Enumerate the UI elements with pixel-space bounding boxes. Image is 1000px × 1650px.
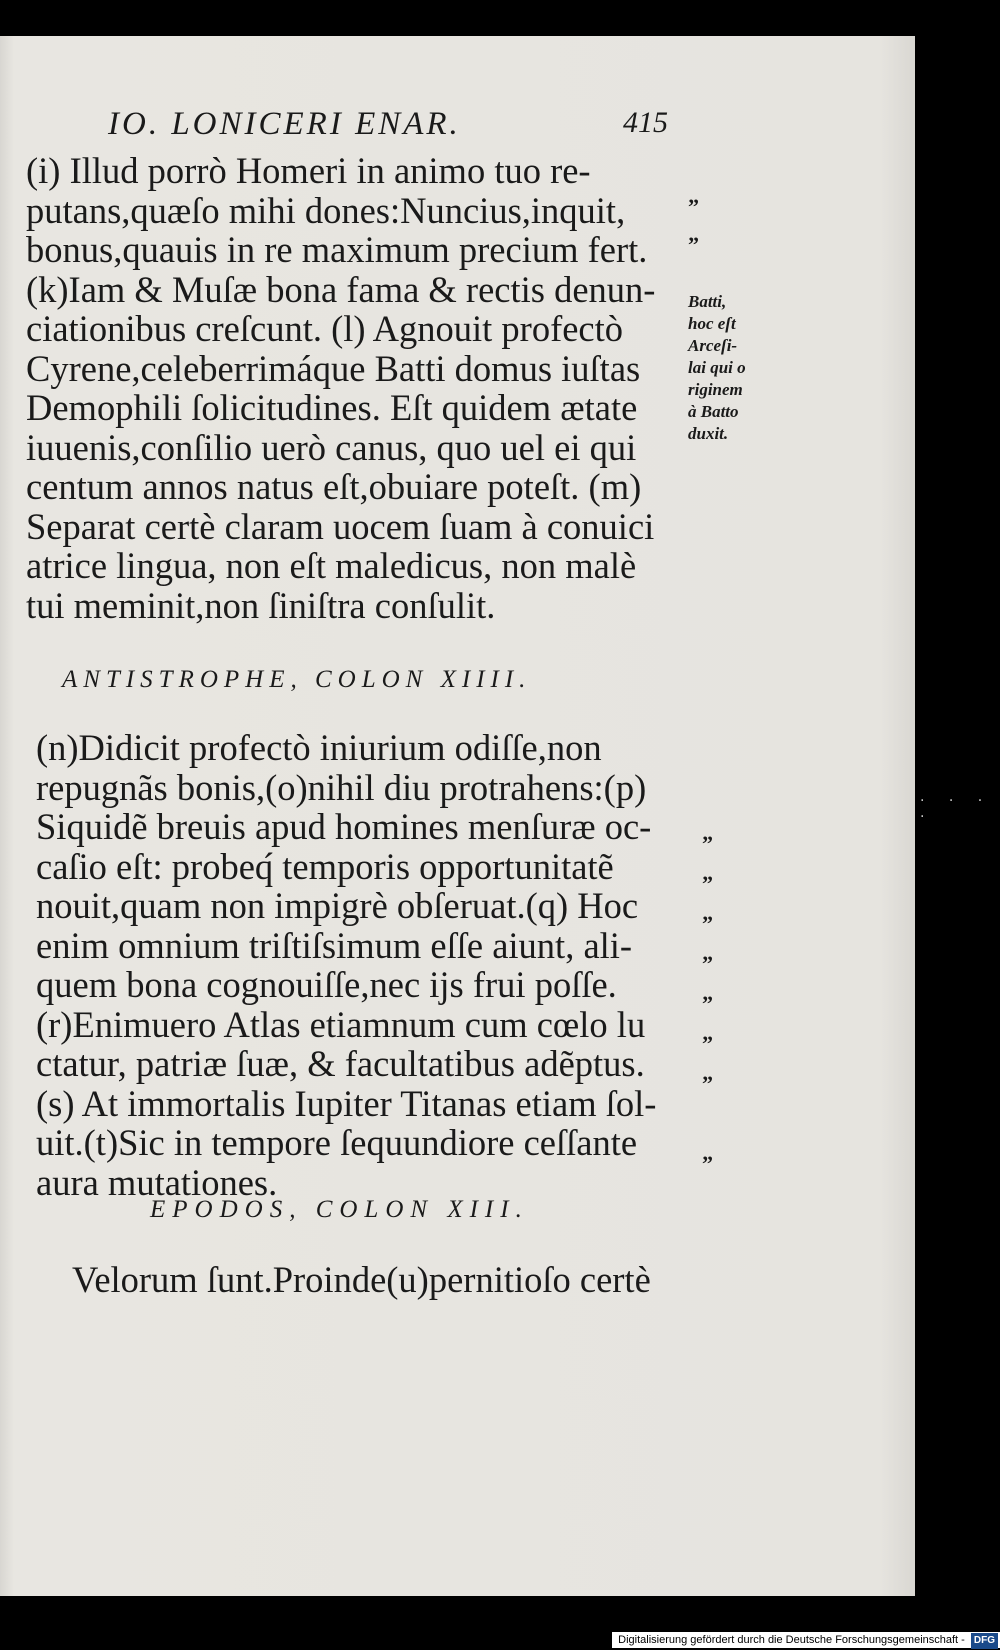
margin-line: Arceſi- xyxy=(688,336,738,355)
quote-mark: ” xyxy=(688,232,699,257)
margin-line: lai qui o xyxy=(688,358,746,377)
text-line: (n)Didicit profectò iniurium odiſſe,non xyxy=(36,727,602,768)
text-line: (k)Iam & Muſæ bona fama & rectis denun- xyxy=(26,268,656,310)
running-header xyxy=(108,106,668,152)
text-block-3 xyxy=(72,1260,737,1300)
text-line: aura mutationes. xyxy=(36,1161,278,1203)
scan-dots: · · · · xyxy=(920,793,993,825)
text-line: (i) Illud porrò Homeri in animo tuo re- xyxy=(26,150,591,191)
text-line: Cyrene,celeberrimáque Batti domus iuſtas xyxy=(26,347,641,389)
quote-mark: ” xyxy=(702,911,713,936)
text-line: caſio eſt: probeq́ temporis opportunitatẽ xyxy=(36,845,614,887)
footer-text: Digitalisierung gefördert durch die Deutsche Forschungsgemeinschaft - xyxy=(618,1634,965,1646)
text-line: (r)Enimuero Atlas etiamnum cum cœlo lu xyxy=(36,1003,646,1045)
section-heading-antistrophe: ANTISTROPHE, COLON XIIII. xyxy=(62,666,532,693)
text-line: Velorum ſunt.Proinde(u)pernitioſo certè xyxy=(72,1259,651,1300)
text-line: putans,quæſo mihi dones:Nuncius,inquit, xyxy=(26,189,626,231)
margin-line: duxit. xyxy=(688,424,729,443)
book-page xyxy=(0,36,915,1596)
text-line: ctatur, patriæ ſuæ, & facultatibus adẽptus. xyxy=(36,1043,645,1084)
page-number: 415 xyxy=(623,106,668,139)
dfg-logo: DFG xyxy=(971,1633,998,1649)
text-line: ciationibus creſcunt. (l) Agnouit profectò xyxy=(26,308,624,349)
margin-line: riginem xyxy=(688,380,743,399)
text-line: enim omnium triſtiſsimum eſſe aiunt, ali- xyxy=(36,924,633,966)
quote-mark: ” xyxy=(688,194,699,219)
margin-line: à Batto xyxy=(688,402,739,421)
text-line: uit.(t)Sic in tempore ſequundiore ceſſante xyxy=(36,1122,638,1163)
section-heading-epodos: EPODOS, COLON XIII. xyxy=(150,1196,529,1223)
running-title: IO. LONICERI ENAR. xyxy=(108,106,461,142)
quote-mark: ” xyxy=(702,991,713,1016)
text-line: (s) At immortalis Iupiter Titanas etiam ſol- xyxy=(36,1082,657,1124)
text-line: atrice lingua, non eſt maledicus, non malè xyxy=(26,545,637,586)
quote-mark: ” xyxy=(702,871,713,896)
quote-mark: ” xyxy=(702,831,713,856)
text-line: bonus,quauis in re maximum precium fert. xyxy=(26,229,648,270)
quote-mark: ” xyxy=(702,951,713,976)
quote-mark: ” xyxy=(702,1071,713,1096)
text-line: repugnãs bonis,(o)nihil diu protrahens:(p) xyxy=(36,766,647,808)
quote-mark: ” xyxy=(702,1151,713,1176)
footer-credit xyxy=(612,1632,1000,1648)
quote-mark: ” xyxy=(702,1031,713,1056)
margin-note xyxy=(688,291,746,445)
text-block-2 xyxy=(36,728,701,1202)
text-line: tui meminit,non ſiniſtra conſulit. xyxy=(26,584,496,626)
text-line: Separat certè claram uocem ſuam à conuici xyxy=(26,505,655,547)
text-line: nouit,quam non impigrè obſeruat.(q) Hoc xyxy=(36,885,639,926)
margin-line: hoc eſt xyxy=(688,314,736,333)
text-line: iuuenis,conſilio uerò canus, quo uel ei qui xyxy=(26,426,637,468)
text-block-1 xyxy=(26,151,691,625)
text-line: Siquidẽ breuis apud homines menſuræ oc- xyxy=(36,806,652,847)
text-line: centum annos natus eſt,obuiare poteſt. (m) xyxy=(26,466,642,507)
margin-line: Batti, xyxy=(688,292,727,311)
text-line: Demophili ſolicitudines. Eſt quidem ætate xyxy=(26,387,638,428)
text-line: quem bona cognouiſſe,nec ijs frui poſſe. xyxy=(36,964,617,1005)
